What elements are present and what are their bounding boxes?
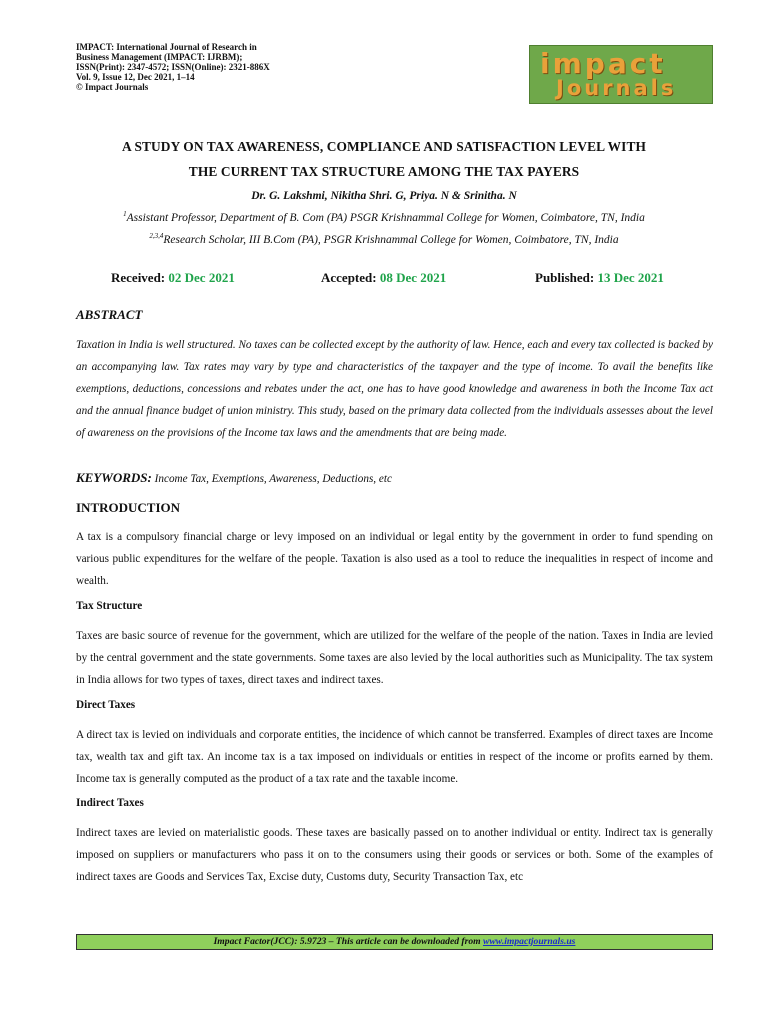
keywords-text: Income Tax, Exemptions, Awareness, Deductions, etc <box>154 473 392 485</box>
logo-word-impact: impact <box>540 47 666 80</box>
accepted-date <box>321 270 446 286</box>
tax-structure-text: Taxes are basic source of revenue for the government, which are utilized for the welfare of the people of the nation. Taxes in India are levied by the central government and the state governments. Some taxes are also levied by the local authorities such as Municipality. The tax system in India allows for two types of taxes, direct taxes and indirect taxes. <box>76 630 713 686</box>
footer-text: Impact Factor(JCC): 5.9723 – This article can be downloaded from <box>213 936 483 947</box>
affiliation-2-text: Research Scholar, III B.Com (PA), PSGR Krishnammal College for Women, Coimbatore, TN, India <box>163 233 619 246</box>
accepted-value: 08 Dec 2021 <box>379 270 447 285</box>
affiliation-1-text: Assistant Professor, Department of B. Com (PA) PSGR Krishnammal College for Women, Coimbatore, TN, India <box>126 211 645 224</box>
indirect-taxes-text: Indirect taxes are levied on materialistic goods. These taxes are basically passed on to another individual or entity. Indirect tax is generally imposed on suppliers or manufacturers who pass it on to the consumers using their goods or services or both. Some of the examples of indirect taxes are Goods and Services Tax, Excise duty, Customs duty, Security Transaction Tax, etc <box>76 827 713 883</box>
received-label: Received: <box>111 270 166 285</box>
journal-issn: ISSN(Print): 2347-4572; ISSN(Online): 2321-886X <box>76 62 270 72</box>
direct-taxes-text: A direct tax is levied on individuals and corporate entities, the incidence of which cannot be transferred. Examples of direct taxes are Income tax, wealth tax and gift tax. An income tax is a tax imposed on individuals or entities in respect of the income or profits earned by them. Income tax is generally computed as the product of a tax rate and the taxable income. <box>76 729 713 785</box>
affiliation-2 <box>60 232 708 246</box>
affiliation-1-marker: 1 <box>123 210 127 218</box>
impact-journals-logo <box>529 45 713 104</box>
journal-volume: Vol. 9, Issue 12, Dec 2021, 1–14 <box>76 72 195 82</box>
article-title <box>60 134 708 184</box>
keywords-label: KEYWORDS: <box>76 470 152 485</box>
abstract-heading: ABSTRACT <box>76 307 143 322</box>
published-date <box>535 270 664 286</box>
tax-structure-heading: Tax Structure <box>76 600 143 612</box>
article-title-line1: A STUDY ON TAX AWARENESS, COMPLIANCE AND SATISFACTION LEVEL WITH <box>121 139 647 154</box>
received-date <box>111 270 235 286</box>
published-value: 13 Dec 2021 <box>597 270 664 285</box>
accepted-label: Accepted: <box>321 270 377 285</box>
article-title-line2: THE CURRENT TAX STRUCTURE AMONG THE TAX PAYERS <box>188 164 580 179</box>
footer-link[interactable]: www.impactjournals.us <box>483 936 576 947</box>
journal-copyright: © Impact Journals <box>76 82 149 92</box>
introduction-text: A tax is a compulsory financial charge or levy imposed on an individual or legal entity by the government in order to fund spending on various public expenditures for the welfare of the people. Taxation is also used as a tool to reduce the inequalities in respect of income and wealth. <box>76 531 713 587</box>
journal-header <box>76 42 376 92</box>
affiliation-1 <box>60 210 708 224</box>
logo-word-journals: Journals <box>556 76 677 100</box>
keywords <box>76 470 392 486</box>
introduction-heading: INTRODUCTION <box>76 500 181 515</box>
article-authors: Dr. G. Lakshmi, Nikitha Shri. G, Priya. N & Srinitha. N <box>251 190 517 202</box>
journal-name-line2: Business Management (IMPACT: IJRBM); <box>76 52 243 62</box>
indirect-taxes-heading: Indirect Taxes <box>76 797 144 809</box>
abstract-text: Taxation in India is well structured. No taxes can be collected except by the authority of law. Hence, each and every tax collected is backed by an accompanying law. Tax rates may vary by type and characteristics of the taxpayer and the type of income. To avail the benefits like exemptions, deductions, concessions and rebates under the act, one has to have good knowledge and awareness in both the Income Tax act and the annual finance budget of union ministry. This study, based on the primary data collected from the individuals assesses about the level of awareness on the provisions of the Income tax laws and the amendments that are being made. <box>76 339 713 439</box>
received-value: 02 Dec 2021 <box>168 270 235 285</box>
footer-bar <box>76 934 713 950</box>
affiliation-2-marker: 2,3,4 <box>149 232 164 240</box>
published-label: Published: <box>535 270 595 285</box>
direct-taxes-heading: Direct Taxes <box>76 699 136 711</box>
journal-name-line1: IMPACT: International Journal of Research in <box>76 42 257 52</box>
